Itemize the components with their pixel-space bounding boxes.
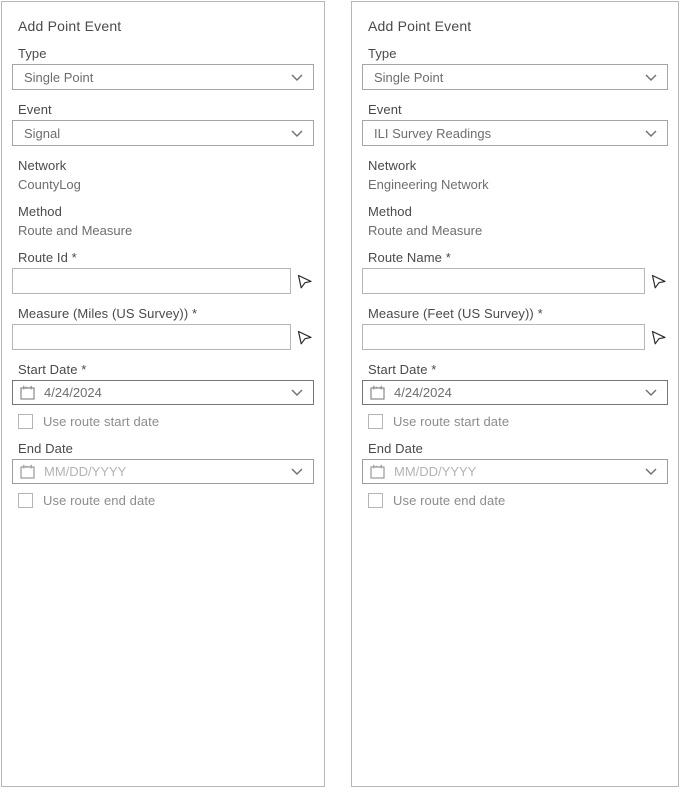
use-route-end-date-checkbox[interactable]	[18, 493, 33, 508]
event-label: Event	[18, 102, 52, 117]
add-point-event-panel-right	[351, 1, 679, 787]
event-select-value: Signal	[24, 125, 61, 141]
end-date-label: End Date	[18, 441, 74, 456]
use-route-start-date-checkbox[interactable]	[18, 414, 33, 429]
method-value: Route and Measure	[368, 223, 483, 238]
event-select-value: ILI Survey Readings	[374, 125, 492, 141]
measure-row	[12, 324, 314, 350]
end-date-placeholder: MM/DD/YYYY	[44, 464, 127, 479]
event-select[interactable]	[12, 120, 314, 146]
start-date-picker[interactable]	[362, 380, 668, 405]
end-date-label: End Date	[368, 441, 424, 456]
route-name-row	[362, 268, 668, 294]
chevron-down-icon	[645, 74, 657, 81]
use-route-end-date-row	[18, 493, 314, 508]
type-select[interactable]	[362, 64, 668, 90]
use-route-start-date-label: Use route start date	[43, 414, 160, 429]
calendar-icon	[370, 464, 385, 479]
use-route-start-date-checkbox[interactable]	[368, 414, 383, 429]
chevron-down-icon	[645, 468, 657, 475]
calendar-icon	[20, 385, 35, 400]
type-select[interactable]	[12, 64, 314, 90]
event-select[interactable]	[362, 120, 668, 146]
start-date-label: Start Date *	[18, 362, 87, 377]
type-label: Type	[18, 46, 47, 61]
chevron-down-icon	[291, 130, 303, 137]
use-route-end-date-checkbox[interactable]	[368, 493, 383, 508]
method-value: Route and Measure	[18, 223, 133, 238]
map-pointer-arrow-icon[interactable]	[295, 328, 314, 347]
start-date-picker[interactable]	[12, 380, 314, 405]
event-label: Event	[368, 102, 402, 117]
method-label: Method	[18, 204, 62, 219]
network-label: Network	[18, 158, 67, 173]
chevron-down-icon	[291, 468, 303, 475]
network-label: Network	[368, 158, 417, 173]
measure-row	[362, 324, 668, 350]
map-pointer-arrow-icon[interactable]	[649, 272, 668, 291]
panel-title: Add Point Event	[18, 18, 122, 34]
end-date-picker[interactable]	[12, 459, 314, 484]
measure-label: Measure (Miles (US Survey)) *	[18, 306, 198, 321]
route-id-label: Route Id *	[18, 250, 77, 265]
map-pointer-arrow-icon[interactable]	[295, 272, 314, 291]
use-route-end-date-label: Use route end date	[43, 493, 156, 508]
start-date-value: 4/24/2024	[394, 385, 452, 400]
method-label: Method	[368, 204, 412, 219]
calendar-icon	[20, 464, 35, 479]
route-name-input[interactable]	[362, 268, 645, 294]
end-date-picker[interactable]	[362, 459, 668, 484]
chevron-down-icon	[645, 389, 657, 396]
network-value: CountyLog	[18, 177, 81, 192]
route-id-row	[12, 268, 314, 294]
use-route-end-date-label: Use route end date	[393, 493, 506, 508]
type-select-value: Single Point	[24, 69, 94, 85]
map-pointer-arrow-icon[interactable]	[649, 328, 668, 347]
end-date-placeholder: MM/DD/YYYY	[394, 464, 477, 479]
measure-input[interactable]	[362, 324, 645, 350]
use-route-start-date-row	[368, 414, 668, 429]
calendar-icon	[370, 385, 385, 400]
add-point-event-panel-left	[1, 1, 325, 787]
chevron-down-icon	[291, 74, 303, 81]
start-date-label: Start Date *	[368, 362, 437, 377]
route-id-input[interactable]	[12, 268, 291, 294]
panel-title: Add Point Event	[368, 18, 472, 34]
network-value: Engineering Network	[368, 177, 489, 192]
measure-label: Measure (Feet (US Survey)) *	[368, 306, 543, 321]
type-select-value: Single Point	[374, 69, 444, 85]
type-label: Type	[368, 46, 397, 61]
chevron-down-icon	[645, 130, 657, 137]
use-route-end-date-row	[368, 493, 668, 508]
use-route-start-date-row	[18, 414, 314, 429]
start-date-value: 4/24/2024	[44, 385, 102, 400]
use-route-start-date-label: Use route start date	[393, 414, 510, 429]
measure-input[interactable]	[12, 324, 291, 350]
route-name-label: Route Name *	[368, 250, 451, 265]
chevron-down-icon	[291, 389, 303, 396]
